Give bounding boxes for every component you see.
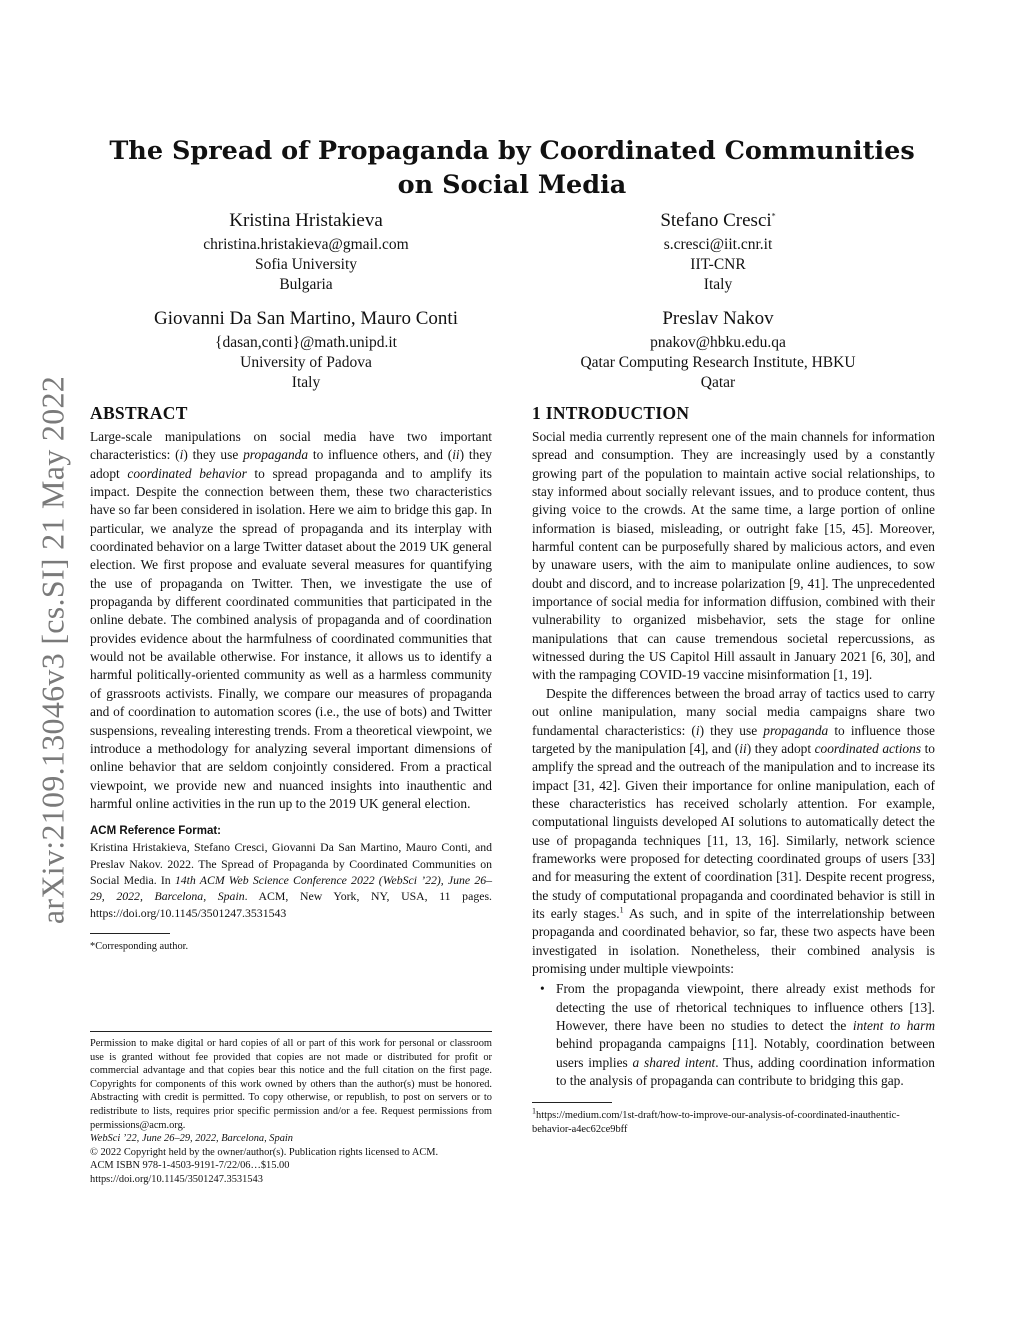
list-item: • From the propaganda viewpoint, there already exist methods for detecting the use of rhetorical techniques to influence others [13]. However, there have been no studies to detect the intent to harm behind propaganda campaigns [11]. Notably, coordination between users implies a shared intent. Thus, adding coordination information to the analysis of propaganda can contribute to bridging this gap. [556,980,935,1090]
intro-paragraph-1: Social media currently represent one of the main channels for information spread and consumption. They are increasingly used by a constantly growing part of the population to maintain active social relationships, to stay informed about socially relevant issues, and to produce content, thus giving voice to the crowds. At the same time, a large portion of online information is biased, misleading, or outright fake [15, 45]. Moreover, harmful content can be purposefully shared by malicious actors, and even by unaware users, with the aim to manipulate online audiences, to sow doubt and discord, and to increase polarization [9, 41]. The unprecedented importance of social media for information diffusion, combined with their vulnerability to organized misbehavior, sets the stage for online manipulations that can cause tremendous societal repercussions, as witnessed during the US Capitol Hill assault in January 2021 [6, 30], and with the rampaging COVID-19 vaccine misinformation [1, 19]. [532,429,935,683]
author-country: Bulgaria [279,276,333,293]
author-country: Qatar [700,374,736,391]
footnote-rule [532,1102,612,1103]
author-block-nakov [518,307,918,393]
acm-reference-heading: ACM Reference Format: [90,825,221,838]
title-line-1: The Spread of Propaganda by Coordinated Communities [109,136,915,166]
footnote-rule [90,933,170,934]
corresponding-marker: * [771,211,776,221]
author-affiliation: Qatar Computing Research Institute, HBKU [580,354,856,371]
author-email: pnakov@hbku.edu.qa [650,334,786,351]
right-column [532,402,935,1137]
author-block-dasanmartino-conti [96,307,516,393]
author-email: s.cresci@iit.cnr.it [663,236,773,253]
title-line-2: on Social Media [397,170,627,200]
paper-title [90,134,934,202]
permission-text: Permission to make digital or hard copies of all or part of this work for personal or classroom use is granted without fee provided that copies are not made or distributed for profit or commercial advantage and that copies bear this notice and the full citation on the first page. Copyrights for components of this work owned by others than the author(s) must be honored. Abstracting with credit is permitted. To copy otherwise, or republish, to post on servers or to redistribute to lists, requires prior specific permission and/or a fee. Request permissions from permissions@acm.org. [90,1038,492,1131]
doi-line: https://doi.org/10.1145/3501247.3531543 [90,1173,263,1185]
footnote-1: $^1$https://medium.com/1st-draft/how-to-improve-our-analysis-of-coordinated-inauthentic-behavior-a4ec62ce9bff [532,1106,900,1135]
copyright-line: © 2022 Copyright held by the owner/author(s). Publication rights licensed to ACM. [90,1146,439,1158]
venue-line: WebSci ’22, June 26–29, 2022, Barcelona, Spain [90,1133,293,1145]
author-block-hristakieva [96,209,516,295]
acm-reference-text: Kristina Hristakieva, Stefano Cresci, Giovanni Da San Martino, Mauro Conti, and Preslav Nakov. 2022. The Spread of Propaganda by Coordinated Communities on Social Media. In 14th ACM Web Science Conference 2022 (WebSci ’22), June 26–29, 2022, Barcelona, Spain. ACM, New York, NY, USA, 11 pages. https://doi.org/10.1145/3501247.3531543 [90,840,493,920]
viewpoint-list [556,980,935,1090]
author-email: {dasan,conti}@math.unipd.it [215,334,397,351]
introduction-heading: 1 INTRODUCTION [532,403,690,423]
author-affiliation: Sofia University [254,256,358,273]
author-block-cresci [518,209,918,295]
arxiv-stamp [28,360,78,940]
author-country: Italy [703,276,733,293]
author-affiliation: University of Padova [240,354,372,371]
permission-block [90,1031,492,1187]
isbn-line: ACM ISBN 978-1-4503-9191-7/22/06…$15.00 [90,1160,290,1172]
author-country: Italy [291,374,321,391]
author-name: Preslav Nakov [662,308,774,329]
author-name: Kristina Hristakieva [229,210,383,231]
author-affiliation: IIT-CNR [690,256,746,273]
author-email: christina.hristakieva@gmail.com [203,236,409,253]
author-name: Giovanni Da San Martino, Mauro Conti [154,308,458,329]
abstract-heading: ABSTRACT [90,403,188,423]
arxiv-id: arXiv:2109.13046v3 [cs.SI] 21 May 2022 [34,375,71,925]
footnote-marker: 1 [619,905,624,915]
intro-paragraph-2: Despite the differences between the broad array of tactics used to carry out online manipulation, many social media campaigns share two fundamental characteristics: (i) they use propaganda to influence those targeted by the manipulation [4], and (ii) they adopt coordinated actions to amplify the spread and the outreach of the manipulation and to increase its impact [31, 42]. Given their importance for online manipulation, each of these characteristics has received scholarly attention. For example, computational linguists developed AI solutions to automatically detect the use of propaganda techniques [11, 13, 16]. Similarly, network science frameworks were proposed for detecting coordinated groups of users [33] and for measuring the extent of coordination [31]. Despite recent progress, the study of computational propaganda and coordinated behavior is still in its early stages.$^1$ As such, and in spite of the interrelationship between propaganda and coordinated behavior, so far, these two aspects have been investigated in isolation. Nonetheless, their combined analysis is promising under multiple viewpoints: [532,685,935,976]
permission-rule [90,1031,492,1032]
left-column [90,402,492,954]
abstract-text: Large-scale manipulations on social media have two important characteristics: (i) they use propaganda to influence others, and (ii) they adopt coordinated behavior to spread propaganda and to amplify its impact. Despite the connection between them, these two characteristics have so far been considered in isolation. Here we aim to bridge this gap. In particular, we analyze the spread of propaganda and its interplay with coordinated behavior on a large Twitter dataset about the 2019 UK general election. We first propose and evaluate several measures for quantifying the use of propaganda on Twitter. Then, we investigate the use of propaganda by different coordinated communities that participated in the online debate. The combined analysis of propaganda and of coordination provides evidence about the harmfulness of coordinated communities that would not be available otherwise. For instance, it allows us to identify a harmful politically-oriented community as well as a harmless community of grassroots activists. Finally, we compare our measures of propaganda and of coordination to automation scores (i.e., the use of bots) and Twitter suspensions, revealing interesting trends. From a theoretical viewpoint, we introduce a methodology for analyzing several important dimensions of online behavior that are seldom conjointly considered. From a practical viewpoint, we provide new and nuanced insights into inauthentic and harmful online activities in the run up to the 2019 UK general election. [90,429,492,811]
author-name: Stefano Cresci* [660,210,776,231]
corresponding-author-footnote: *Corresponding author. [90,941,189,953]
